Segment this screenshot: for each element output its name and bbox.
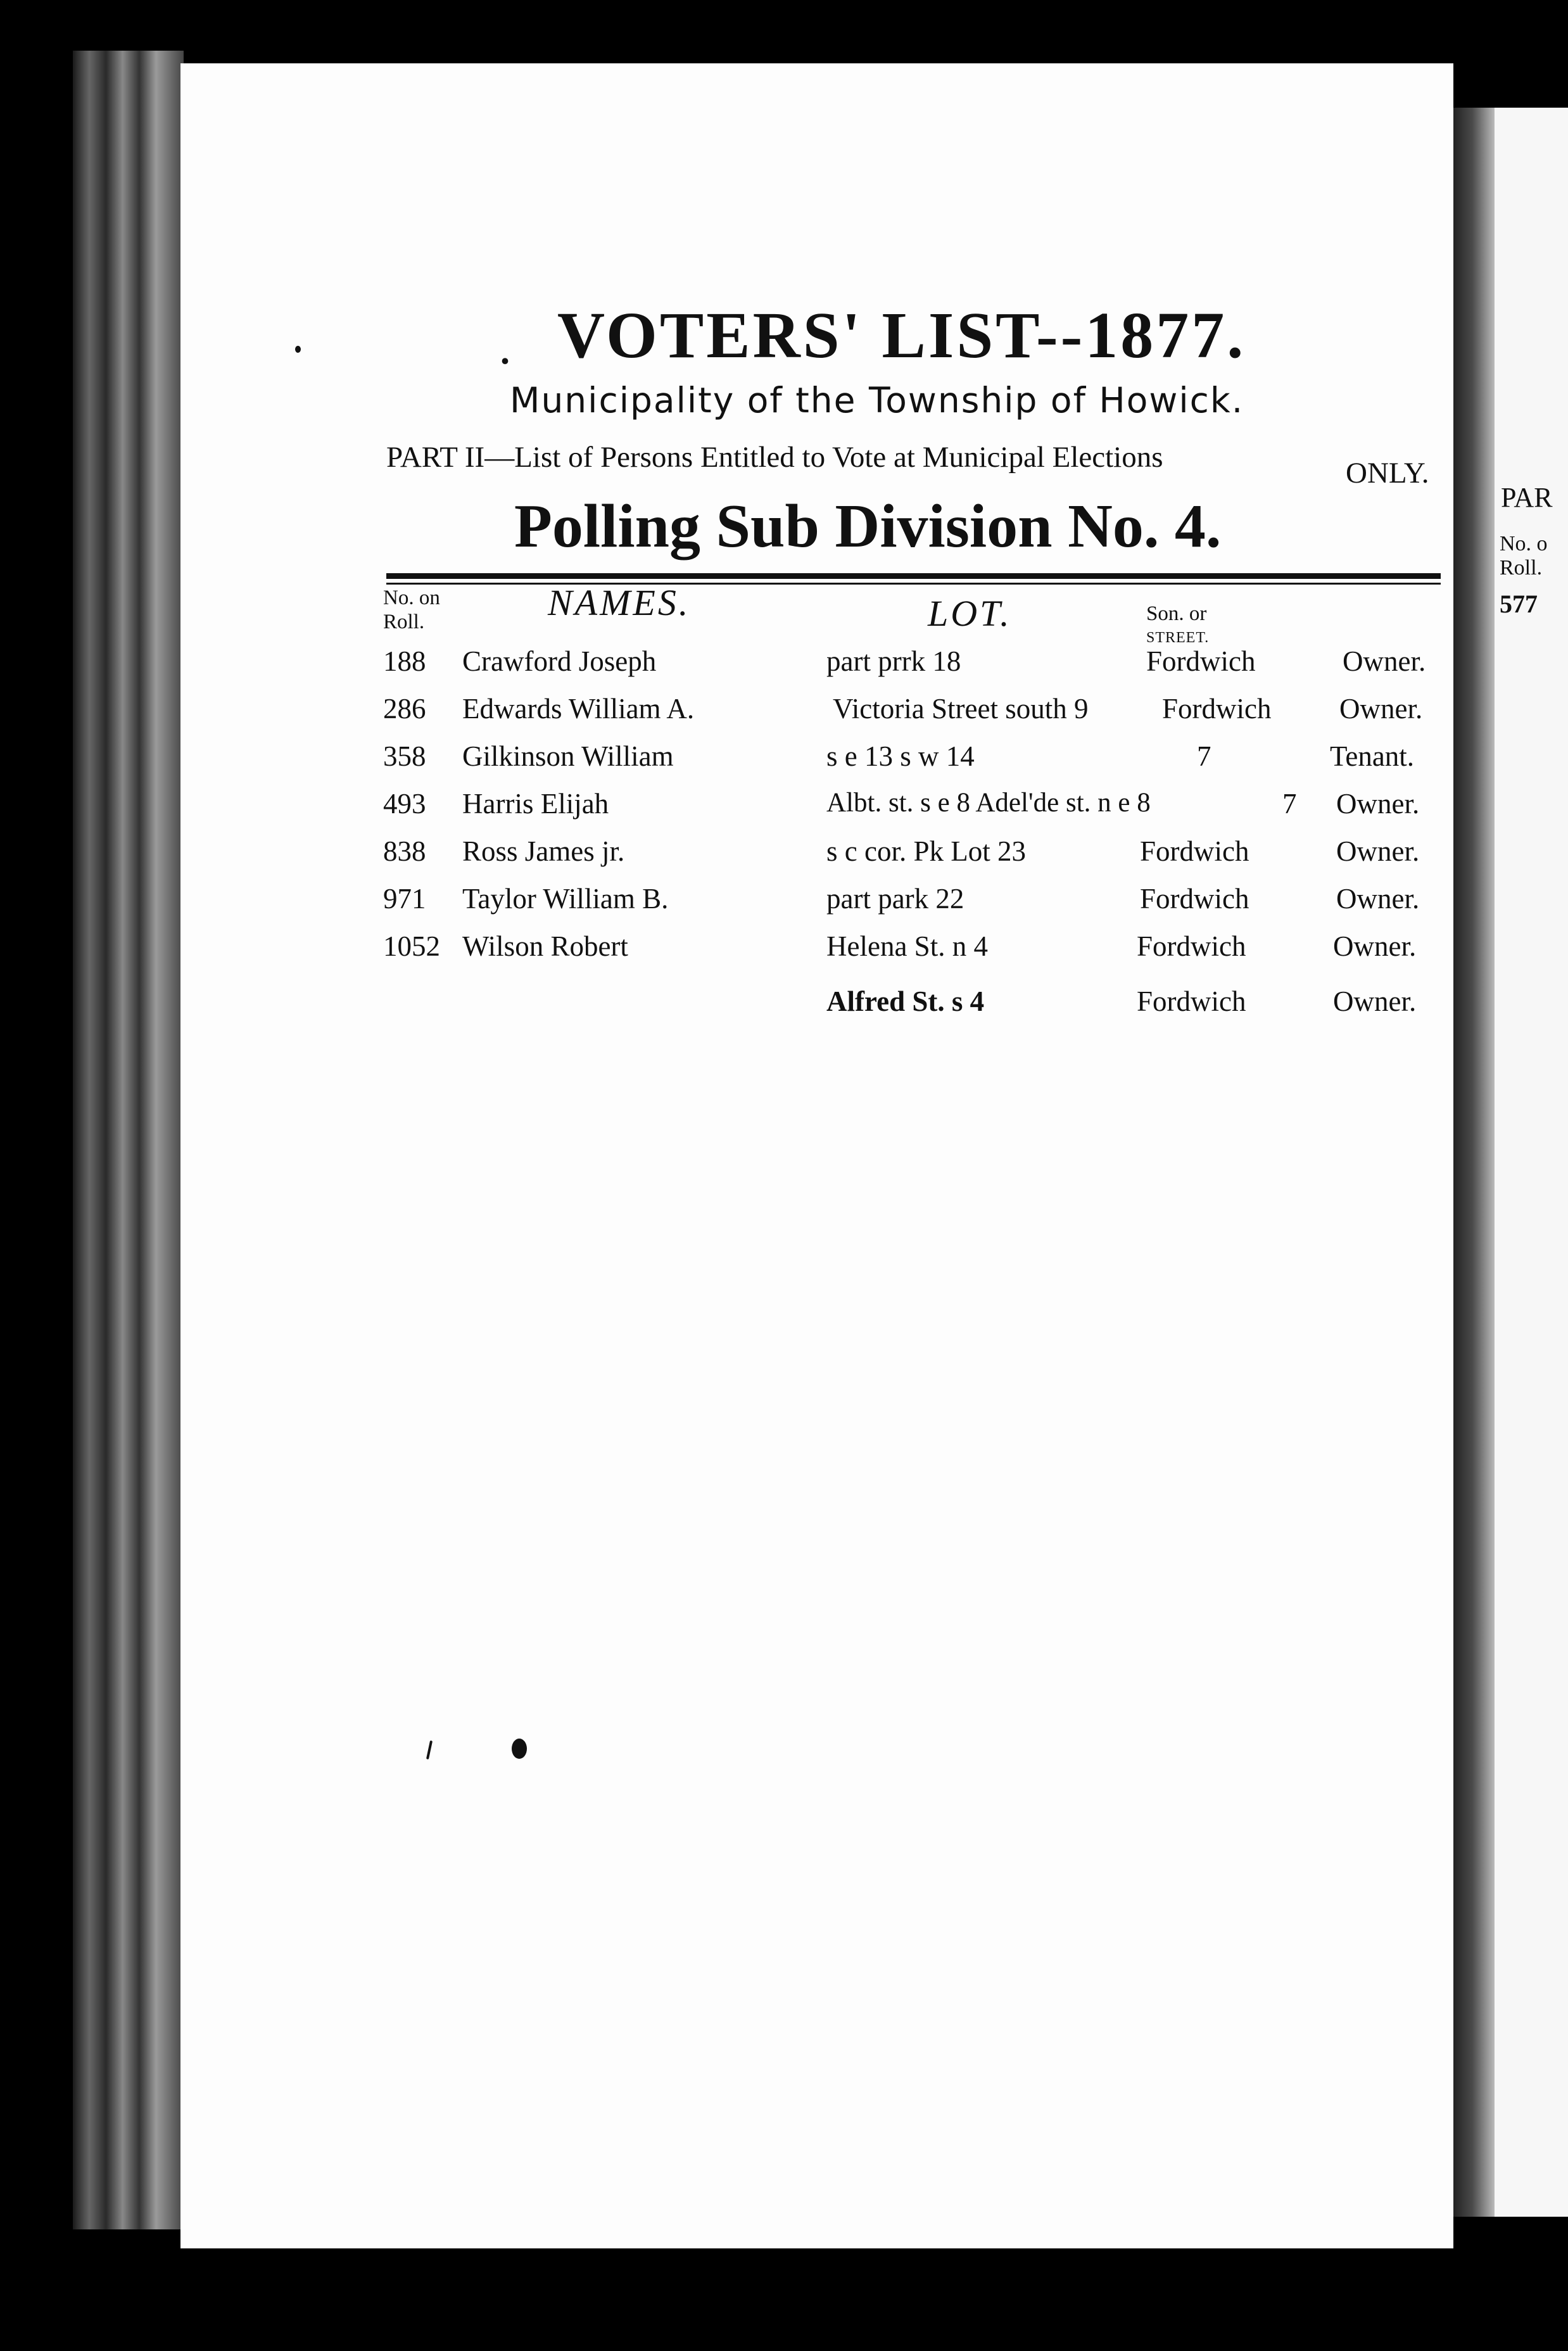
page-title: VOTERS' LIST--1877. — [557, 299, 1246, 372]
street: Fordwich — [1162, 693, 1272, 725]
table-row — [0, 692, 1568, 737]
table-row — [0, 740, 1568, 784]
status: Tenant. — [1330, 740, 1415, 772]
street: Fordwich — [1140, 835, 1249, 867]
title-dot: . — [500, 330, 510, 372]
street: 7 — [1197, 740, 1211, 772]
voter-name: Harris Elijah — [462, 788, 609, 820]
lot: Helena St. n 4 — [826, 930, 988, 962]
column-header-street: Son. or STREET. — [1146, 602, 1210, 646]
table-row — [0, 835, 1568, 879]
status: Owner. — [1333, 985, 1417, 1017]
table-row — [0, 787, 1568, 832]
lot: Alfred St. s 4 — [826, 985, 985, 1017]
roll-number: 493 — [383, 788, 426, 820]
street: Fordwich — [1140, 883, 1249, 915]
facing-page — [1495, 108, 1568, 2217]
column-header-names: NAMES. — [548, 582, 691, 623]
status: Owner. — [1336, 883, 1420, 915]
voter-name: Edwards William A. — [462, 693, 695, 725]
part-description: PART II—List of Persons Entitled to Vote at Municipal Elections — [386, 441, 1163, 474]
column-header-roll: No. on Roll. — [383, 586, 440, 633]
column-header-lot: LOT. — [928, 593, 1012, 634]
book-gutter — [1450, 108, 1495, 2217]
status: Owner. — [1343, 645, 1426, 677]
voter-name: Crawford Joseph — [462, 645, 657, 677]
status: Owner. — [1336, 788, 1420, 820]
street: Fordwich — [1146, 645, 1256, 677]
table-row — [0, 985, 1568, 1029]
lot: s e 13 s w 14 — [826, 740, 975, 772]
table-row — [0, 645, 1568, 689]
street: Fordwich — [1137, 930, 1246, 962]
roll-number: 1052 — [383, 930, 440, 962]
municipality-subtitle: Municipality of the Township of Howick. — [510, 380, 1244, 421]
table-row — [0, 882, 1568, 927]
lot: Albt. st. s e 8 Adel'de st. n e 8 — [826, 788, 1151, 818]
header-rule — [386, 573, 1441, 579]
table-row — [0, 930, 1568, 974]
lot: Victoria Street south 9 — [833, 693, 1089, 725]
status: Owner. — [1336, 835, 1420, 867]
facing-page-heading: PAR — [1501, 482, 1553, 513]
roll-number: 286 — [383, 693, 426, 725]
street: Fordwich — [1137, 985, 1246, 1017]
status: Owner. — [1333, 930, 1417, 962]
facing-page-roll-header: No. o Roll. — [1500, 532, 1548, 580]
roll-number: 358 — [383, 740, 426, 772]
voter-name: Wilson Robert — [462, 930, 628, 962]
lot: part prrk 18 — [826, 645, 961, 677]
lot: part park 22 — [826, 883, 964, 915]
street: 7 — [1282, 788, 1297, 820]
voter-name: Ross James jr. — [462, 835, 625, 867]
status: Owner. — [1339, 693, 1423, 725]
page-stack-edge — [73, 51, 184, 2229]
part-only-label: ONLY. — [1346, 457, 1429, 490]
header-rule-thin — [386, 583, 1441, 585]
roll-number: 971 — [383, 883, 426, 915]
polling-division-title: Polling Sub Division No. 4. — [514, 492, 1222, 561]
roll-number: 188 — [383, 645, 426, 677]
roll-number: 838 — [383, 835, 426, 867]
lot: s c cor. Pk Lot 23 — [826, 835, 1026, 867]
voter-name: Gilkinson William — [462, 740, 674, 772]
ink-dot — [295, 346, 301, 353]
facing-page-first-roll: 577 — [1500, 590, 1538, 618]
voter-name: Taylor William B. — [462, 883, 669, 915]
ink-dot — [512, 1739, 527, 1759]
